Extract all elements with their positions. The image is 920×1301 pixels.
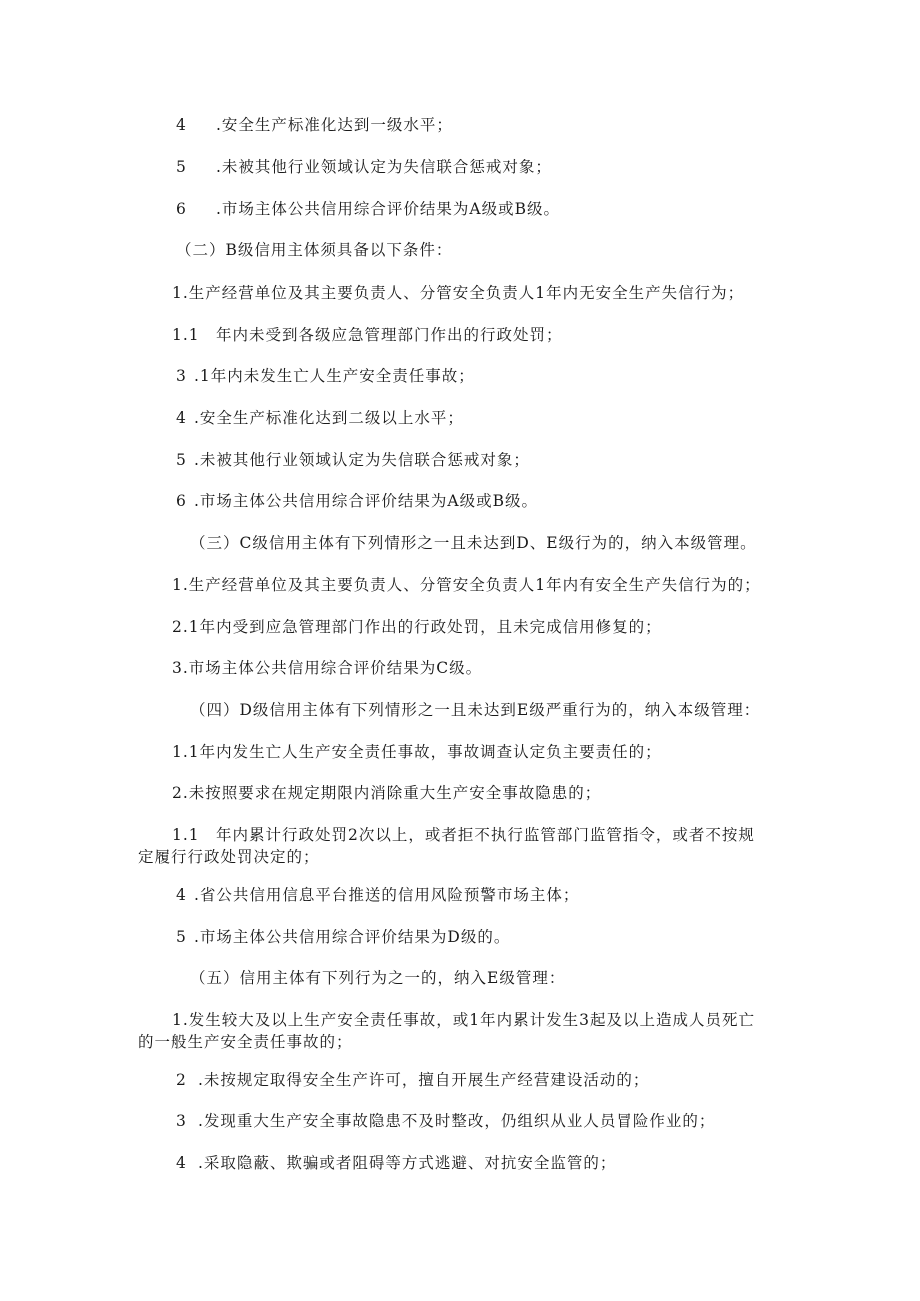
list-item — [176, 1070, 649, 1090]
list-item — [176, 450, 530, 470]
item-text: .1年内未发生亡人生产安全责任事故； — [194, 367, 475, 385]
item-text: .采取隐蔽、欺骗或者阻碍等方式逃避、对抗安全监管的； — [198, 1154, 617, 1172]
item-number: 3 — [176, 1112, 187, 1130]
section-heading: （五）信用主体有下列行为之一的，纳入E级管理： — [190, 969, 566, 987]
item-number: 4 — [176, 886, 187, 904]
item-text: .市场主体公共信用综合评价结果为D级的。 — [194, 928, 511, 946]
list-item: 1.1年内发生亡人生产安全责任事故，事故调查认定负主要责任的； — [172, 743, 662, 761]
item-text: .安全生产标准化达到一级水平； — [216, 116, 453, 134]
item-number: 5 — [176, 451, 187, 469]
item-number: 4 — [176, 409, 187, 427]
list-item — [176, 1153, 616, 1173]
list-item: 1.生产经营单位及其主要负责人、分管安全负责人1年内有安全生产失信行为的； — [172, 576, 761, 594]
section-heading: （三）C级信用主体有下列情形之一且未达到D、E级行为的，纳入本级管理。 — [190, 534, 757, 552]
list-item: 2.未按照要求在规定期限内消除重大生产安全事故隐患的； — [172, 784, 602, 802]
list-item — [172, 825, 755, 845]
list-item — [176, 115, 453, 135]
item-number: 4 — [176, 116, 187, 134]
item-text: .市场主体公共信用综合评价结果为A级或B级。 — [194, 492, 539, 510]
item-number: 5 — [176, 158, 187, 176]
item-text: 年内累计行政处罚2次以上，或者拒不执行监管部门监管指令，或者不按规 — [216, 826, 755, 844]
section-heading: （四）D级信用主体有下列情形之一且未达到E级严重行为的，纳入本级管理： — [190, 701, 761, 719]
section-heading: （二）B级信用主体须具备以下条件： — [176, 241, 453, 259]
item-number: 4 — [176, 1154, 187, 1172]
list-item — [176, 366, 475, 386]
list-item — [176, 199, 560, 219]
item-text: .发现重大生产安全事故隐患不及时整改，仍组织从业人员冒险作业的； — [198, 1112, 716, 1130]
list-item: 1.生产经营单位及其主要负责人、分管安全负责人1年内无安全生产失信行为； — [172, 284, 745, 302]
item-number: 5 — [176, 928, 187, 946]
item-text: .未按规定取得安全生产许可，擅自开展生产经营建设活动的； — [198, 1071, 650, 1089]
item-number: 3 — [176, 367, 187, 385]
list-item: 2.1年内受到应急管理部门作出的行政处罚，且未完成信用修复的； — [172, 618, 662, 636]
item-text: .省公共信用信息平台推送的信用风险预警市场主体； — [194, 886, 580, 904]
list-item — [176, 927, 510, 947]
item-number: 6 — [176, 492, 187, 510]
list-item: 3.市场主体公共信用综合评价结果为C级。 — [172, 659, 483, 677]
list-item-continuation: 定履行行政处罚决定的； — [138, 848, 320, 866]
item-text: .安全生产标准化达到二级以上水平； — [194, 409, 464, 427]
item-text: 年内未受到各级应急管理部门作出的行政处罚； — [216, 326, 563, 344]
item-number: 1.1 — [172, 326, 200, 344]
item-number: 6 — [176, 200, 187, 218]
list-item — [172, 325, 563, 345]
item-text: .未被其他行业领域认定为失信联合惩戒对象； — [216, 158, 552, 176]
list-item: 1.发生较大及以上生产安全责任事故，或1年内累计发生3起及以上造成人员死亡 — [172, 1011, 756, 1029]
list-item — [176, 491, 538, 511]
item-text: .未被其他行业领域认定为失信联合惩戒对象； — [194, 451, 530, 469]
list-item — [176, 885, 579, 905]
item-text: .市场主体公共信用综合评价结果为A级或B级。 — [216, 200, 561, 218]
item-number: 1.1 — [172, 826, 200, 844]
item-number: 2 — [176, 1071, 187, 1089]
list-item — [176, 1111, 715, 1131]
list-item-continuation: 的一般生产安全责任事故的； — [138, 1033, 353, 1051]
list-item — [176, 157, 552, 177]
list-item — [176, 408, 464, 428]
